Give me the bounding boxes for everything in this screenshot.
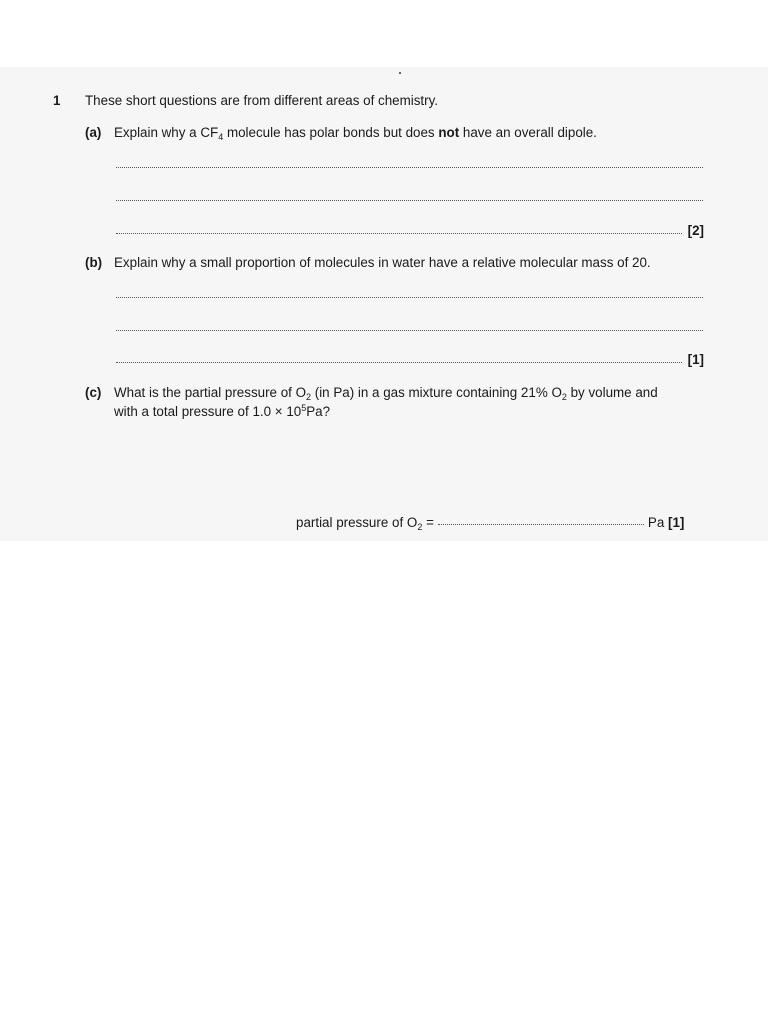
answer-line-a3[interactable] <box>116 233 682 234</box>
answer-unit-c: Pa <box>647 515 665 530</box>
question-intro: These short questions are from different areas of chemistry. <box>85 93 439 108</box>
marks-b: [1] <box>687 352 704 367</box>
marks-a: [2] <box>687 223 704 238</box>
part-a-label: (a) <box>85 125 102 140</box>
part-c-label: (c) <box>85 385 102 400</box>
answer-field-c[interactable] <box>438 524 644 525</box>
part-c-question-line2: with a total pressure of $1.0 \times 10^5Pa$? <box>114 403 331 419</box>
part-b-label: (b) <box>85 255 103 270</box>
answer-label-c: partial pressure of $O_2$ = <box>296 515 434 532</box>
question-number: 1 <box>53 93 61 108</box>
answer-line-b1[interactable] <box>116 297 703 298</box>
marks-c: [1] <box>668 515 685 530</box>
answer-line-a1[interactable] <box>116 167 703 168</box>
answer-line-b2[interactable] <box>116 330 703 331</box>
answer-line-a2[interactable] <box>116 200 703 201</box>
page-speck <box>399 72 401 74</box>
part-a-question: Explain why a $CF_4$ molecule has polar bonds but does not have an overall dipole. <box>114 125 597 142</box>
part-b-question: Explain why a small proportion of molecules in water have a relative molecular mass of 20. <box>114 255 651 270</box>
part-c-question-line1: What is the partial pressure of $O_2$ (in Pa) in a gas mixture containing 21% $O_2$ by volume and <box>114 385 658 402</box>
answer-line-b3[interactable] <box>116 362 682 363</box>
answer-row-c <box>296 515 704 533</box>
